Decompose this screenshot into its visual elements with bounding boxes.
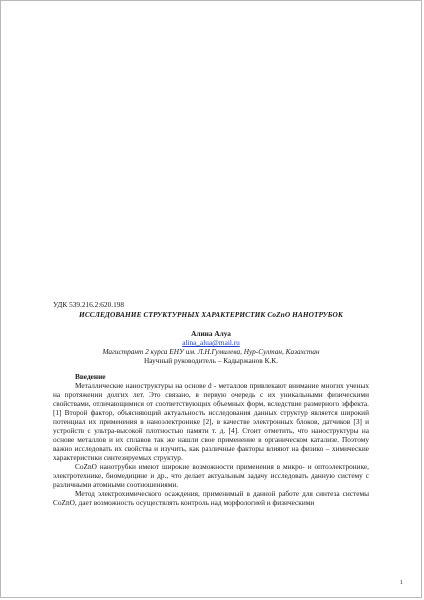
paper-title: ИССЛЕДОВАНИЕ СТРУКТУРНЫХ ХАРАКТЕРИСТИК CoZnO НАНОТРУБОК xyxy=(79,310,343,319)
author-email xyxy=(53,338,369,347)
author-name: Алина Алуа xyxy=(191,329,231,338)
page-number: 1 xyxy=(399,579,403,586)
email-link[interactable]: alina_alua@mail.ru xyxy=(182,338,240,347)
section-heading-introduction: Введение xyxy=(75,372,106,381)
supervisor-line: Научный руководитель – Кадыржанов К.К. xyxy=(144,356,278,365)
paragraph-3: Метод электрохимического осаждения, применимый в данной работе для синтеза системы CoZnO, дает возможность осуществлять контроль над морфологией и физическими xyxy=(53,489,369,507)
paragraph-2: CoZnO нанотрубки имеют широкие возможности применения в микро- и оптоэлектронике, электротехнике, биомедицине и др., что делает актуальным задачу исследовать данную систему с различными атомными соотношениями. xyxy=(53,462,369,489)
author-affiliation: Магистрант 2 курса ЕНУ им. Л.Н.Гумилева, Нур-Султан, Казахстан xyxy=(102,347,320,356)
udk-code: УДК 539.216.2:620.198 xyxy=(53,300,125,309)
paragraph-1: Металлические наноструктуры на основе d - металлов привлекают внимание многих ученых на протяжении долгих лет. Это связано, в первую очередь с их уникальными физическими свойствами, отличающимися от соответствующих объемных форм, вследствие размерного эффекта. [1] Второй фактор, объясняющий актуальность исследования данных структур является широкий потенциал их применения в наноэлектронике [2], в качестве электронных блоков, датчиков [3] и устройств с ультра-высокой плотностью памяти т. д. [4]. Стоит отметить, что наноструктуры на основе металлов и их сплавов так же нашли свое применение в органическом катализе. Поэтому важно исследовать их свойства и изучить, как различные факторы влияют на физико – химические характеристики синтезируемых структур. xyxy=(53,381,369,462)
paper-body xyxy=(53,300,369,507)
